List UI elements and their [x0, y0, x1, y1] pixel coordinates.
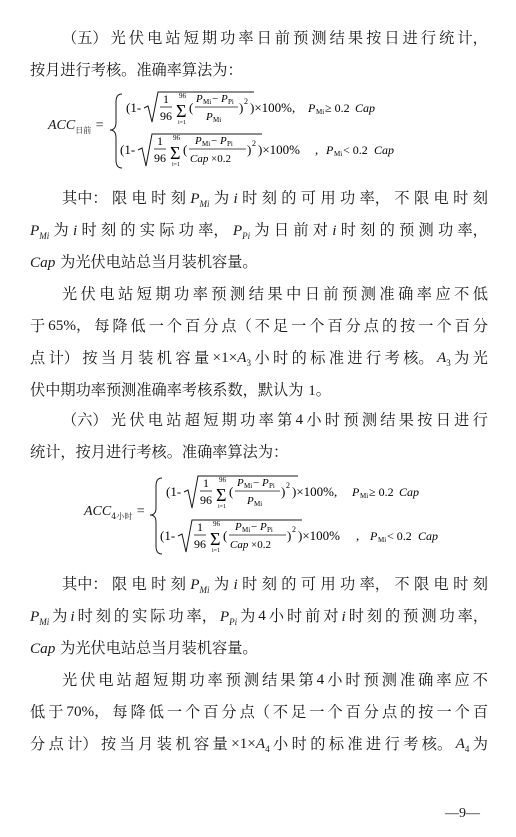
svg-text:Cap: Cap: [355, 101, 376, 115]
svg-text:P: P: [352, 485, 360, 499]
svg-text:Mi: Mi: [202, 140, 211, 148]
svg-text:Mi: Mi: [360, 492, 369, 500]
svg-text:)×100%: )×100%: [258, 142, 300, 157]
section-5-heading-line1: （五） 光 伏 电 站 短 期 功 率 日 前 预 测 结 果 按 日 进 行 统 计，: [62, 29, 488, 47]
section-6-heading-line1: （六） 光 伏 电 站 超 短 期 功 率 第 4 小 时 预 测 结 果 按 日 进 行: [62, 411, 488, 429]
svg-text:i=1: i=1: [172, 162, 181, 168]
section-5-note-line1: 其中： 限 电 时 刻 $P_{Mi}$ 为 i 时 刻 的 可 用 功 率， 不 限 电 时 刻: [62, 189, 488, 210]
svg-text:i=1: i=1: [212, 548, 221, 554]
svg-text:96: 96: [213, 520, 220, 528]
section-6-assessment-line1: 光 伏 电 站 超 短 期 功 率 预 测 结 果 第 4 小 时 预 测 准 确 率 应 不: [62, 671, 488, 689]
formula-acc-day-ahead: [40, 88, 480, 172]
svg-text:2: 2: [252, 139, 256, 148]
svg-text:Σ: Σ: [176, 101, 187, 121]
svg-text:−: −: [212, 93, 219, 105]
svg-text:P: P: [308, 101, 316, 115]
svg-text:Pi: Pi: [228, 98, 234, 106]
svg-text:Pi: Pi: [269, 482, 275, 490]
svg-text:(: (: [229, 484, 234, 499]
svg-text:96: 96: [200, 493, 212, 507]
svg-text:Mi: Mi: [334, 150, 343, 158]
page-number: —9—: [445, 806, 480, 821]
svg-text:Cap: Cap: [374, 143, 395, 157]
formula2-lhs: $ACC_{4小时}$ =: [84, 504, 146, 521]
svg-text:Mi: Mi: [203, 98, 212, 106]
svg-text:P: P: [206, 111, 213, 123]
svg-text:96: 96: [173, 134, 180, 142]
svg-text:P: P: [260, 521, 267, 533]
svg-text:Mi: Mi: [244, 482, 253, 490]
svg-text:P: P: [262, 477, 269, 489]
svg-text:Mi: Mi: [316, 108, 325, 116]
svg-text:96: 96: [179, 92, 186, 100]
section-5-assessment-line3: 点 计） 按 当 月 装 机 容 量 $\times 1\times A_3$ 小 时 的 标 准 进 行 考 核。 $A_3$ 为 光: [30, 349, 488, 369]
svg-text:(: (: [223, 528, 228, 543]
section-6-assessment-line2: 低 于 70%， 每 降 低 一 个 百 分 点（ 不 足 一 个 百 分 点 的 按 一 个 百: [30, 703, 488, 721]
svg-text:Cap: Cap: [418, 529, 439, 543]
svg-text:i=1: i=1: [178, 120, 187, 126]
svg-text:×0.2: ×0.2: [211, 153, 231, 165]
svg-text:P: P: [326, 143, 334, 157]
svg-text:Mi: Mi: [378, 536, 387, 544]
svg-text:(1-: (1-: [166, 484, 182, 499]
svg-text:,: ,: [315, 142, 319, 157]
svg-text:P: P: [370, 529, 378, 543]
svg-text:): ): [287, 528, 292, 543]
svg-text:)×100%,: )×100%,: [292, 484, 338, 499]
section-5-assessment-line1: 光 伏 电 站 短 期 功 率 预 测 结 果 中 日 前 预 测 准 确 率 应 不 低: [62, 285, 488, 303]
svg-text:≥ 0.2: ≥ 0.2: [325, 101, 350, 115]
svg-text:< 0.2: < 0.2: [387, 529, 412, 543]
section-6-heading-line2: 统计，按月进行考核。准确率算法为：: [30, 443, 289, 461]
svg-text:Mi: Mi: [242, 526, 251, 534]
svg-text:Cap: Cap: [399, 485, 420, 499]
svg-text:Σ: Σ: [216, 485, 227, 505]
section-5-note-line3: Cap 为光伏电站总当月装机容量。: [30, 253, 258, 271]
section-6-assessment-line3: 分 点 计） 按 当 月 装 机 容 量 $\times 1\times A_4$ 小 时 的 标 准 进 行 考 核。 $A_4$ 为: [30, 735, 488, 755]
svg-text:)×100%,: )×100%,: [250, 100, 296, 115]
svg-text:P: P: [247, 495, 254, 507]
section-6-note-line1: 其中： 限 电 时 刻 $P_{Mi}$ 为 i 时 刻 的 可 用 功 率， 不 限 电 时 刻: [62, 575, 488, 596]
svg-text:P: P: [195, 135, 202, 147]
section-5-note-line2: $P_{Mi}$ 为 i 时 刻 的 实 际 功 率， $P_{Pi}$ 为 日 前 对 i 时 刻 的 预 测 功 率，: [30, 221, 488, 242]
svg-text:Cap: Cap: [190, 153, 209, 165]
svg-text:): ): [247, 142, 252, 157]
svg-text:,: ,: [356, 528, 360, 543]
svg-text:96: 96: [160, 109, 172, 123]
svg-text:(: (: [189, 100, 194, 115]
svg-text:1: 1: [157, 134, 163, 148]
svg-text:96: 96: [219, 476, 226, 484]
svg-text:1: 1: [197, 520, 203, 534]
svg-text:): ): [239, 100, 244, 115]
svg-text:Mi: Mi: [213, 116, 222, 124]
section-5-assessment-line2: 于 65%， 每 降 低 一 个 百 分 点（ 不 足 一 个 百 分 点 的 按 一 个 百 分: [30, 317, 488, 335]
svg-text:(1-: (1-: [160, 528, 176, 543]
svg-text:Pi: Pi: [227, 140, 233, 148]
svg-text:): ): [281, 484, 286, 499]
svg-text:P: P: [220, 135, 227, 147]
formula-acc-4-hour: [40, 472, 480, 558]
formula2-svg: [40, 472, 480, 558]
svg-text:1: 1: [163, 92, 169, 106]
svg-text:(1-: (1-: [120, 142, 136, 157]
svg-text:≥ 0.2: ≥ 0.2: [369, 485, 394, 499]
formula1-lhs: $ACC_{日前}$ =: [48, 118, 105, 135]
svg-text:P: P: [221, 93, 228, 105]
svg-text:2: 2: [286, 481, 290, 490]
svg-text:)×100%: )×100%: [298, 528, 340, 543]
svg-text:P: P: [237, 477, 244, 489]
svg-text:96: 96: [194, 537, 206, 551]
svg-text:2: 2: [292, 525, 296, 534]
svg-text:−: −: [251, 521, 258, 533]
svg-text:−: −: [211, 135, 218, 147]
svg-text:Σ: Σ: [170, 143, 181, 163]
svg-text:P: P: [235, 521, 242, 533]
svg-text:P: P: [196, 93, 203, 105]
section-6-note-line3: Cap 为光伏电站总当月装机容量。: [30, 639, 258, 657]
svg-text:−: −: [253, 477, 260, 489]
section-5-heading-line2: 按月进行考核。准确率算法为：: [30, 61, 243, 79]
svg-text:< 0.2: < 0.2: [343, 143, 368, 157]
svg-text:2: 2: [244, 97, 248, 106]
section-5-assessment-line4: 伏中期功率预测准确率考核系数，默认为 1。: [30, 381, 331, 399]
svg-text:Mi: Mi: [254, 500, 263, 508]
svg-text:96: 96: [154, 151, 166, 165]
svg-text:×0.2: ×0.2: [251, 539, 271, 551]
svg-text:(1-: (1-: [126, 100, 142, 115]
svg-text:i=1: i=1: [218, 504, 227, 510]
section-6-note-line2: $P_{Mi}$ 为 i 时 刻 的 实 际 功 率， $P_{Pi}$ 为 4 小 时 前 对 i 时 刻 的 预 测 功 率，: [30, 607, 488, 628]
svg-text:(: (: [183, 142, 188, 157]
formula1-svg: [40, 88, 480, 172]
svg-text:Pi: Pi: [267, 526, 273, 534]
svg-text:1: 1: [203, 476, 209, 490]
svg-text:Cap: Cap: [230, 539, 249, 551]
svg-text:Σ: Σ: [210, 529, 221, 549]
